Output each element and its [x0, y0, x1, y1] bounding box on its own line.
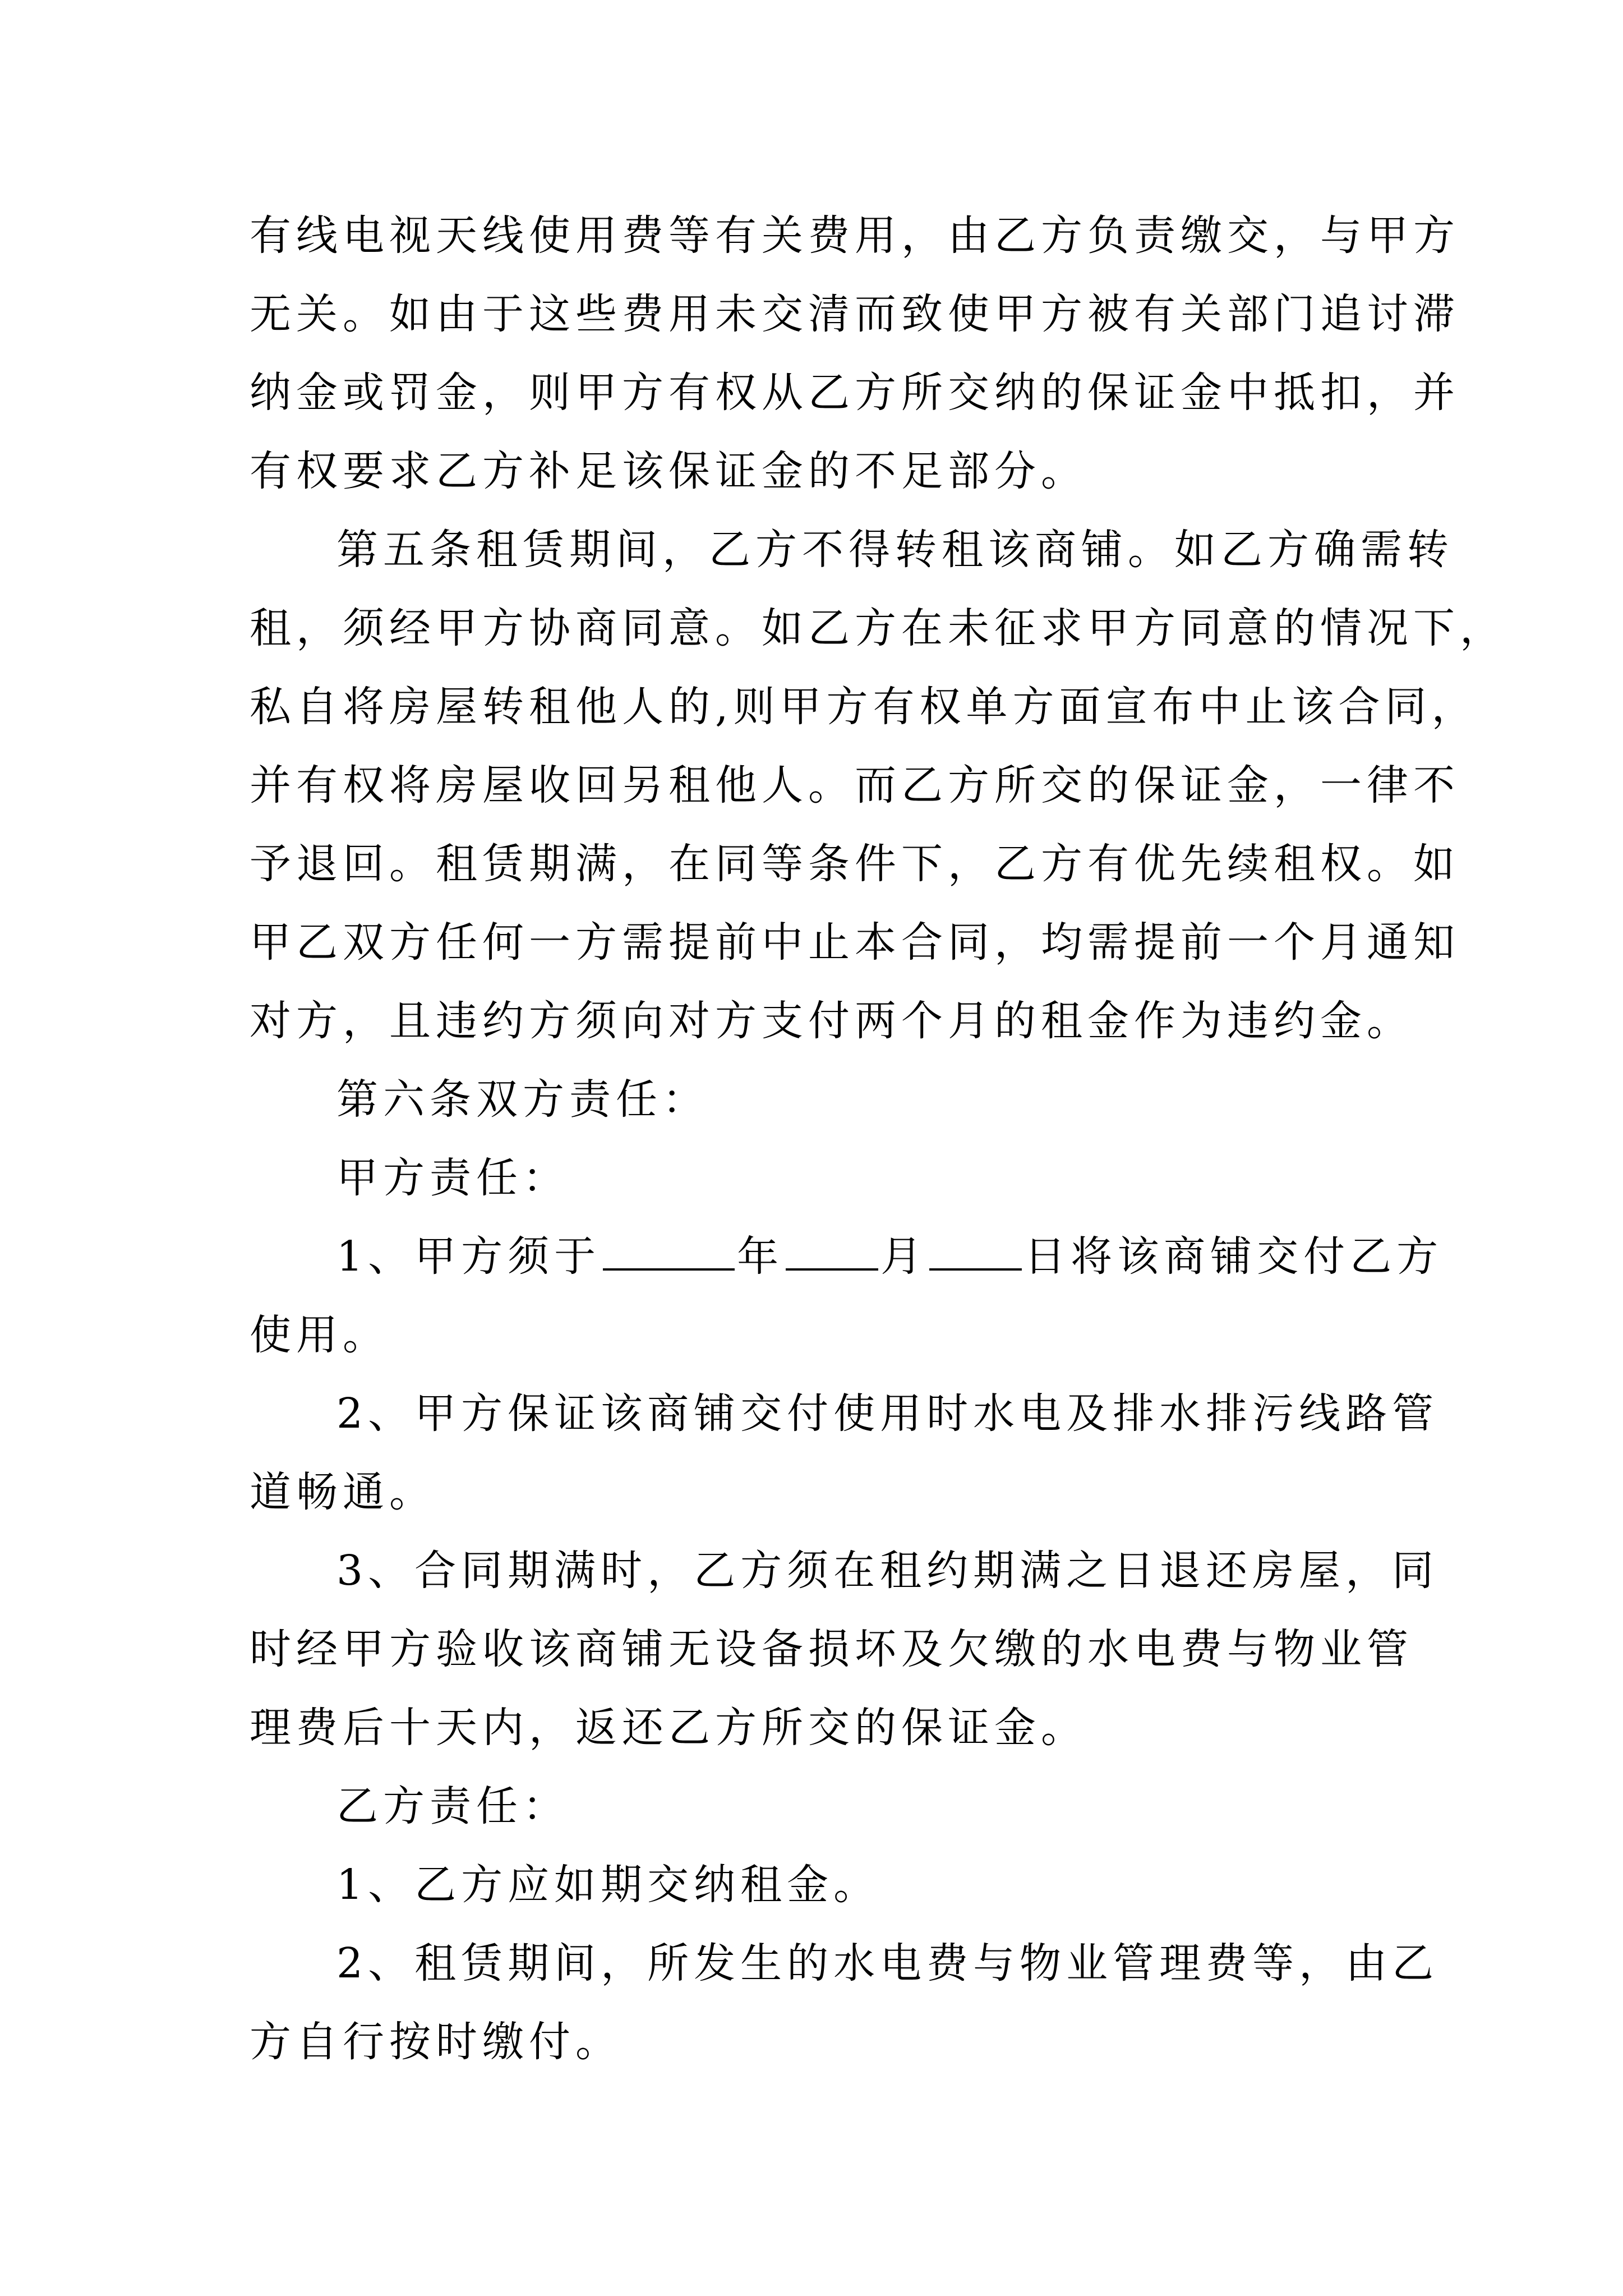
party-a-heading: 甲方责任： [336, 1154, 569, 1202]
month-blank [786, 1235, 878, 1271]
article-6-heading: 第六条双方责任： [336, 1075, 709, 1124]
text-line: 有线电视天线使用费等有关费用，由乙方负责缴交，与甲方 [250, 211, 1460, 260]
delivery-suffix: 日将该商铺交付乙方 [1024, 1232, 1444, 1281]
text-line: 道畅通。 [250, 1468, 436, 1516]
text-line: 2、租赁期间，所发生的水电费与物业管理费等，由乙 [336, 1939, 1439, 1987]
text-line: 3、合同期满时，乙方须在租约期满之日退还房屋，同 [336, 1547, 1439, 1595]
text-line: 方自行按时缴付。 [250, 2018, 622, 2066]
text-line: 时经甲方验收该商铺无设备损坏及欠缴的水电费与物业管 [250, 1625, 1413, 1673]
text-line: 无关。如由于这些费用未交清而致使甲方被有关部门追讨滞 [250, 290, 1460, 338]
day-blank [929, 1235, 1022, 1271]
year-blank [603, 1235, 735, 1271]
text-line: 有权要求乙方补足该保证金的不足部分。 [250, 447, 1087, 495]
text-line: 使用。 [250, 1311, 389, 1359]
text-line: 租，须经甲方协商同意。如乙方在未征求甲方同意的情况下， [250, 604, 1506, 652]
month-label: 月 [880, 1232, 928, 1281]
year-label: 年 [737, 1232, 784, 1281]
text-line: 并有权将房屋收回另租他人。而乙方所交的保证金，一律不 [250, 761, 1460, 809]
delivery-date-line [250, 1217, 1444, 1296]
text-line: 纳金或罚金，则甲方有权从乙方所交纳的保证金中抵扣，并 [250, 369, 1460, 417]
text-line: 予退回。租赁期满，在同等条件下，乙方有优先续租权。如 [250, 840, 1460, 888]
text-line: 甲乙双方任何一方需提前中止本合同，均需提前一个月通知 [250, 918, 1460, 967]
text-line: 2、甲方保证该商铺交付使用时水电及排水排污线路管 [336, 1389, 1439, 1438]
text-line: 对方，且违约方须向对方支付两个月的租金作为违约金。 [250, 997, 1413, 1045]
document-page [250, 196, 1506, 2081]
text-line: 1、乙方应如期交纳租金。 [336, 1861, 880, 1909]
delivery-prefix: 1、甲方须于 [336, 1232, 601, 1281]
text-line-article-5: 第五条租赁期间，乙方不得转租该商铺。如乙方确需转 [336, 526, 1454, 574]
text-line: 理费后十天内，返还乙方所交的保证金。 [250, 1704, 1087, 1752]
party-b-heading: 乙方责任： [336, 1782, 569, 1830]
text-line: 私自将房屋转租他人的,则甲方有权单方面宣布中止该合同， [250, 683, 1478, 731]
